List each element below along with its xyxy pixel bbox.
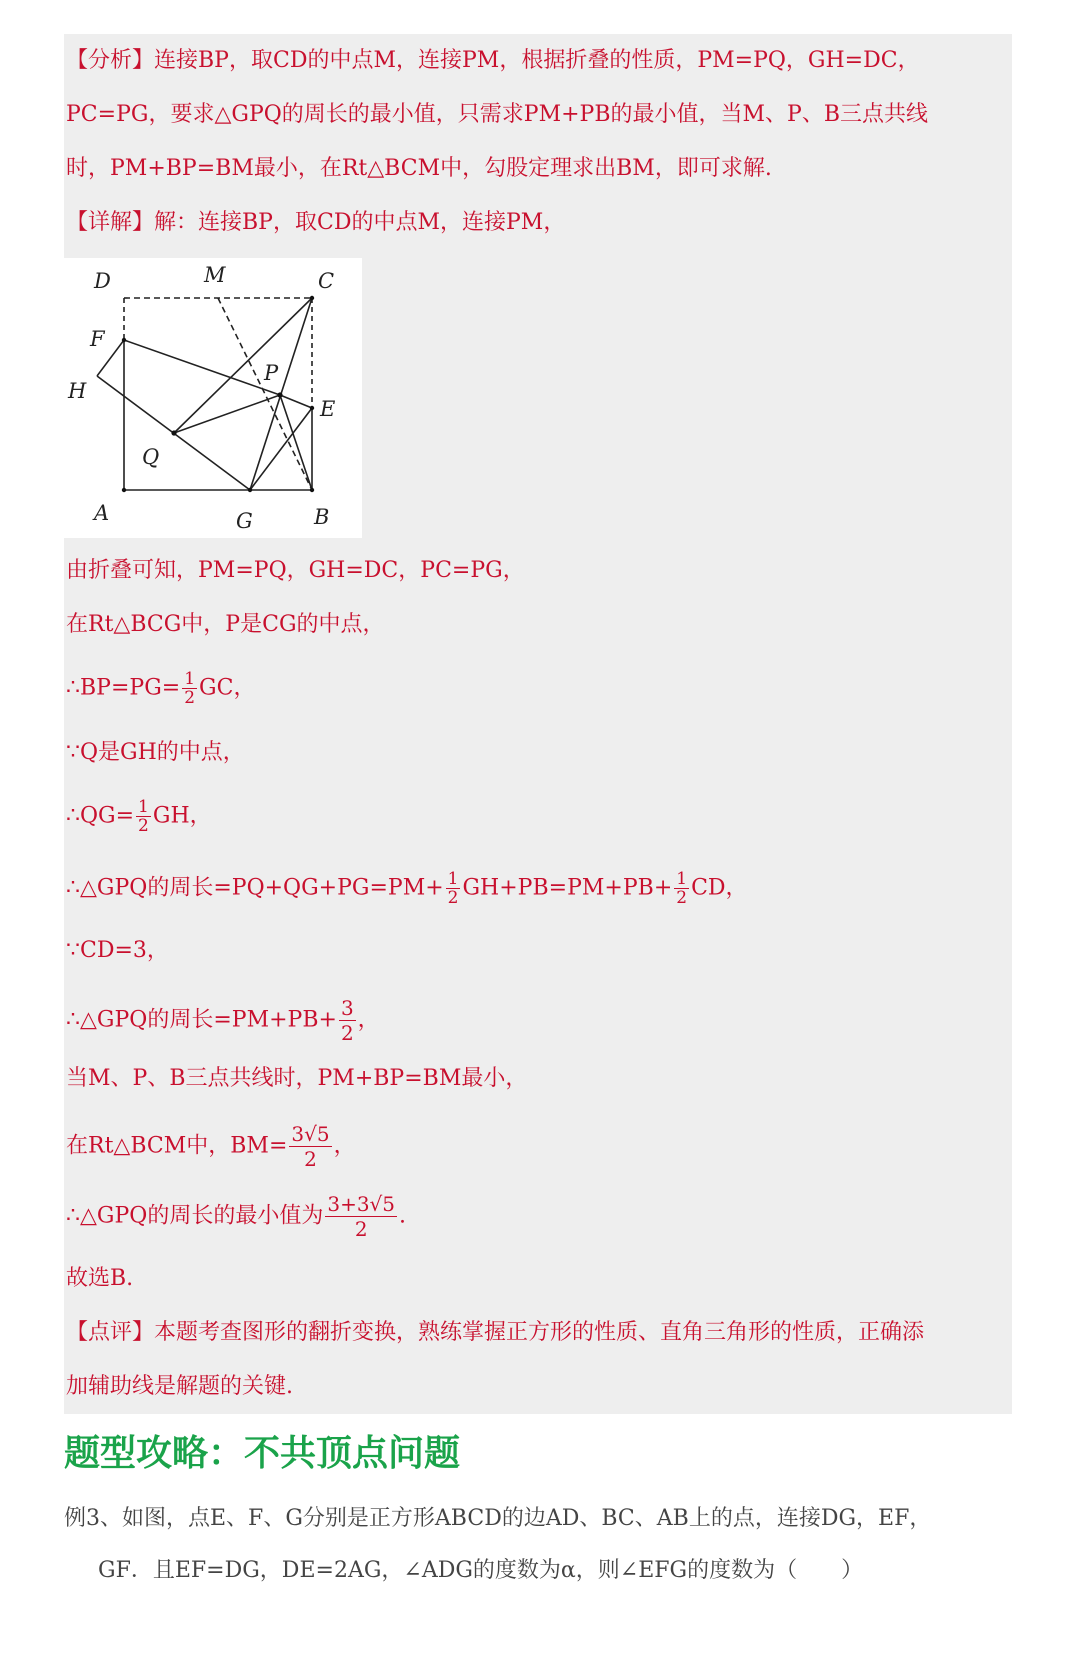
analysis-line-3: 时，PM+BP=BM最小，在Rt△BCM中，勾股定理求出BM，即可求解. <box>66 156 772 181</box>
solution-line-10: 在Rt△BCM中，BM= $\frac{3√5}{2}$ ， <box>66 1122 356 1171</box>
solution-line-11: ∴△GPQ的周长的最小值为 $\frac{3+3√5}{2}$ . <box>66 1192 407 1241</box>
review-line-1: 【点评】本题考查图形的翻折变换，熟练掌握正方形的性质、直角三角形的性质，正确添 <box>66 1320 925 1345</box>
fraction-bm: $\frac{3√5}{2}$ <box>291 1122 330 1171</box>
example-line-1: 例3、如图，点E、F、G分别是正方形ABCD的边AD、BC、AB上的点，连接DG，EF， <box>64 1506 932 1531</box>
label-B: B <box>314 505 330 529</box>
fraction-half: $\frac{1}{2}$ <box>184 669 196 708</box>
solution-line-12: 故选B. <box>66 1266 134 1291</box>
point-C <box>310 296 314 300</box>
segment-FP <box>124 340 280 395</box>
analysis-tag: 【分析】 <box>66 48 155 73</box>
solution-line-2: 在Rt△BCG中，P是CG的中点， <box>66 612 385 637</box>
solution-line-1: 由折叠可知，PM=PQ，GH=DC，PC=PG， <box>66 558 525 583</box>
solution-line-6: ∴△GPQ的周长=PQ+QG+PG=PM+ $\frac{1}{2}$ GH+PB=PM+PB+ $\frac{1}{2}$ CD， <box>66 869 748 908</box>
solution-line-4: ∵Q是GH的中点， <box>66 740 245 765</box>
fraction-half: $\frac{1}{2}$ <box>447 869 459 908</box>
label-E: E <box>320 397 336 421</box>
label-A: A <box>94 501 110 525</box>
point-G <box>248 488 252 492</box>
fraction-half: $\frac{1}{2}$ <box>676 869 688 908</box>
point-A <box>122 488 126 492</box>
label-M: M <box>204 263 226 287</box>
point-E <box>310 406 314 410</box>
review-line-2: 加辅助线是解题的关键. <box>66 1374 293 1399</box>
fraction-half: $\frac{1}{2}$ <box>138 797 149 836</box>
segment-QP <box>174 395 280 433</box>
analysis-line-2: PC=PG，要求△GPQ的周长的最小值，只需求PM+PB的最小值，当M、P、B三点共线 <box>66 102 929 127</box>
solution-line-7: ∵CD=3， <box>66 938 169 963</box>
label-Q: Q <box>142 445 160 469</box>
solution-line-8: ∴△GPQ的周长=PM+PB+ $\frac{3}{2}$ ， <box>66 996 380 1045</box>
example-line-2: GF．且EF=DG，DE=2AG，∠ADG的度数为α，则∠EFG的度数为（ ） <box>98 1558 864 1583</box>
detail-intro: 【详解】解：连接BP，取CD的中点M，连接PM， <box>66 210 566 235</box>
point-P <box>277 392 282 397</box>
segment-PE <box>280 395 312 408</box>
geometry-figure <box>64 258 362 538</box>
label-G: G <box>236 509 253 533</box>
segment-MB <box>218 298 312 490</box>
review-tag: 【点评】 <box>66 1320 155 1345</box>
section-heading: 题型攻略：不共顶点问题 <box>64 1433 461 1474</box>
detail-tag: 【详解】 <box>66 210 155 235</box>
analysis-line-1: 【分析】连接BP，取CD的中点M，连接PM，根据折叠的性质，PM=PQ，GH=DC， <box>66 48 920 73</box>
segment-GE <box>250 408 312 490</box>
point-B <box>310 488 314 492</box>
point-F <box>122 338 126 342</box>
label-P: P <box>264 361 279 385</box>
label-C: C <box>318 269 335 293</box>
solution-line-5: ∴QG= $\frac{1}{2}$ GH， <box>66 797 212 836</box>
solution-line-3: ∴BP=PG= $\frac{1}{2}$ GC， <box>66 669 256 708</box>
geometry-diagram <box>64 258 362 538</box>
point-Q <box>171 430 176 435</box>
label-D: D <box>94 269 111 293</box>
segment-PB <box>280 395 312 490</box>
solution-line-9: 当M、P、B三点共线时，PM+BP=BM最小， <box>66 1066 528 1091</box>
label-H: H <box>68 379 87 403</box>
label-F: F <box>90 327 105 351</box>
fraction-min: $\frac{3+3√5}{2}$ <box>327 1192 396 1241</box>
fraction-three-halves: $\frac{3}{2}$ <box>340 996 354 1045</box>
